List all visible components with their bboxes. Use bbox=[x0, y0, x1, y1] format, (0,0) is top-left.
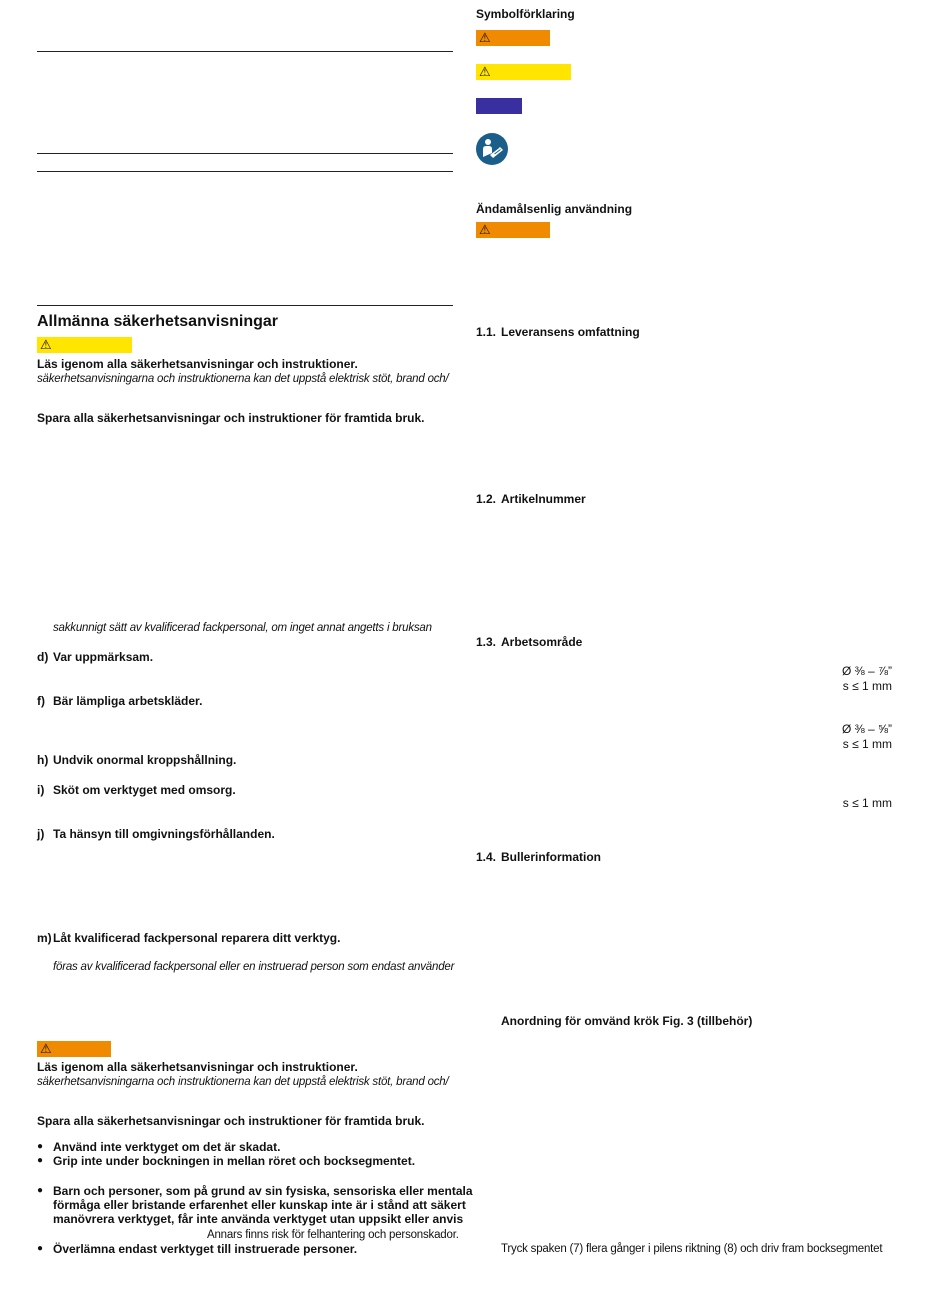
section-number: 1.3. bbox=[476, 635, 497, 649]
section-title: Leveransens omfattning bbox=[501, 325, 640, 339]
bullet-text: Grip inte under bockningen in mellan röret och bocksegmentet. bbox=[53, 1154, 416, 1168]
bullet-dot: ● bbox=[37, 1185, 44, 1196]
section-heading-1-3 bbox=[476, 635, 583, 649]
warning-triangle-icon: ⚠ bbox=[40, 337, 52, 352]
divider-line bbox=[37, 171, 453, 172]
range-thickness: s ≤ 1 mm bbox=[842, 679, 892, 693]
item-marker: i) bbox=[37, 783, 45, 797]
divider-line bbox=[37, 153, 453, 154]
range-thickness: s ≤ 1 mm bbox=[842, 796, 892, 810]
warning-triangle-icon: ⚠ bbox=[479, 222, 491, 237]
caution-badge bbox=[476, 64, 571, 80]
warning-triangle-icon: ⚠ bbox=[479, 64, 491, 79]
item-marker: h) bbox=[37, 753, 49, 767]
bottom-instruction: Tryck spaken (7) flera gånger i pilens riktning (8) och driv fram bocksegmentet bbox=[501, 1243, 883, 1255]
read-manual-icon bbox=[476, 133, 508, 165]
range-thickness: s ≤ 1 mm bbox=[842, 737, 892, 751]
warning-triangle-icon: ⚠ bbox=[479, 30, 491, 45]
item-marker: f) bbox=[37, 694, 45, 708]
item-text: Bär lämpliga arbetskläder. bbox=[53, 694, 203, 708]
section-number: 1.2. bbox=[476, 492, 497, 506]
item-marker: m) bbox=[37, 931, 52, 945]
italic-line-c: sakkunnigt sätt av kvalificerad fackpersonal, om inget annat angetts i bruksan bbox=[53, 622, 432, 634]
warning-triangle-icon: ⚠ bbox=[40, 1041, 52, 1056]
item-text: Sköt om verktyget med omsorg. bbox=[53, 783, 236, 797]
section-title: Arbetsområde bbox=[501, 635, 583, 649]
section-heading-1-1 bbox=[476, 325, 640, 339]
item-text: Låt kvalificerad fackpersonal reparera ditt verktyg. bbox=[53, 931, 341, 945]
item-marker: j) bbox=[37, 827, 45, 841]
bullet-continuation: förmåga eller bristande erfarenhet eller kunskap inte är i stånd att säkert bbox=[53, 1198, 466, 1212]
range-diameter: Ø ⅜ – ⅝” bbox=[841, 722, 892, 736]
warning-badge bbox=[37, 1041, 111, 1057]
block1-italic: säkerhetsanvisningarna och instruktionerna kan det uppstå elektrisk stöt, brand och/ bbox=[37, 373, 449, 385]
item-text: Undvik onormal kroppshållning. bbox=[53, 753, 237, 767]
caution-badge bbox=[37, 337, 132, 353]
block1-save: Spara alla säkerhetsanvisningar och instruktioner för framtida bruk. bbox=[37, 411, 425, 425]
block2-italic: säkerhetsanvisningarna och instruktionerna kan det uppstå elektrisk stöt, brand och/ bbox=[37, 1076, 449, 1088]
divider-line bbox=[37, 51, 453, 52]
bullet-dot: ● bbox=[37, 1155, 44, 1166]
section-heading-1-2 bbox=[476, 492, 586, 506]
item-text: Ta hänsyn till omgivningsförhållanden. bbox=[53, 827, 275, 841]
note-badge bbox=[476, 98, 522, 114]
bullet-text: Använd inte verktyget om det är skadat. bbox=[53, 1140, 281, 1154]
bullet-dot: ● bbox=[37, 1243, 44, 1254]
bullet-dot: ● bbox=[37, 1141, 44, 1152]
warning-badge bbox=[476, 30, 550, 46]
symbol-heading: Symbolförklaring bbox=[476, 7, 575, 21]
section-number: 1.1. bbox=[476, 325, 497, 339]
item-text: Var uppmärksam. bbox=[53, 650, 154, 664]
bullet-note: Annars finns risk för felhantering och personskador. bbox=[207, 1229, 459, 1241]
section-title: Bullerinformation bbox=[501, 850, 602, 864]
block2-save: Spara alla säkerhetsanvisningar och instruktioner för framtida bruk. bbox=[37, 1114, 425, 1128]
fig3-heading: Anordning för omvänd krök Fig. 3 (tillbehör) bbox=[501, 1014, 753, 1028]
section-title: Artikelnummer bbox=[501, 492, 586, 506]
italic-line-m: föras av kvalificerad fackpersonal eller en instruerad person som endast använder bbox=[53, 961, 455, 973]
bullet-continuation: manövrera verktyget, får inte använda verktyget utan uppsikt eller anvis bbox=[53, 1212, 464, 1226]
warning-badge bbox=[476, 222, 550, 238]
block1-title: Läs igenom alla säkerhetsanvisningar och instruktioner. bbox=[37, 357, 358, 371]
section-heading-1-4 bbox=[476, 850, 602, 864]
intended-use-heading: Ändamålsenlig användning bbox=[476, 202, 633, 216]
range-diameter: Ø ⅜ – ⅞” bbox=[841, 664, 892, 678]
bullet-text: Barn och personer, som på grund av sin fysiska, sensoriska eller mentala bbox=[53, 1184, 473, 1198]
bullet-text: Överlämna endast verktyget till instruerade personer. bbox=[53, 1242, 358, 1256]
block2-title: Läs igenom alla säkerhetsanvisningar och instruktioner. bbox=[37, 1060, 358, 1074]
divider-line bbox=[37, 305, 453, 306]
section-number: 1.4. bbox=[476, 850, 497, 864]
item-marker: d) bbox=[37, 650, 49, 664]
section-title: Allmänna säkerhetsanvisningar bbox=[37, 313, 278, 330]
